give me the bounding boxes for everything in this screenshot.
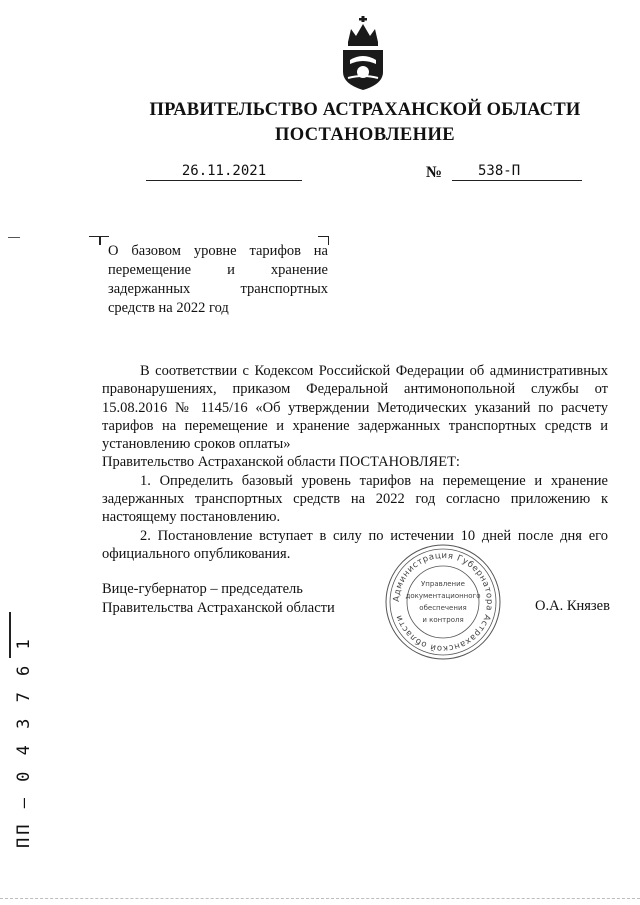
- stamp-inner-line: обеспечения: [419, 604, 467, 612]
- registration-number: ПП – 0 4 3 7 6 1: [14, 636, 34, 848]
- coat-of-arms-emblem: [338, 16, 388, 92]
- document-type: ПОСТАНОВЛЕНИЕ: [274, 125, 455, 145]
- subject-bracket-left: [89, 236, 100, 245]
- signatory-title: [102, 580, 372, 618]
- signatory-title-line: Правительства Астраханской области: [102, 600, 335, 616]
- document-body: [102, 362, 608, 563]
- resolves-line: Правительство Астраханской области ПОСТАНОВЛЯЕТ:: [102, 454, 460, 471]
- signatory-title-line: Вице-губернатор – председатель: [102, 581, 303, 597]
- signatory-name: О.А. Князев: [535, 598, 610, 614]
- number-underline: [452, 180, 582, 181]
- stamp-outer-text: Администрация Губернатора Астраханской области: [391, 550, 495, 654]
- margin-dash: [8, 237, 20, 238]
- date-underline: [146, 180, 302, 181]
- resolution-item: 2. Постановление вступает в силу по истечении 10 дней после дня его официального опубликования.: [102, 527, 608, 562]
- official-stamp: [383, 542, 503, 662]
- organization-title: ПРАВИТЕЛЬСТВО АСТРАХАНСКОЙ ОБЛАСТИ: [149, 100, 581, 120]
- preamble-paragraph: В соответствии с Кодексом Российской Федерации об административных правонарушениях, приказом Федеральной антимонопольной службы от 15.08.2016 № 1145/16 «Об утверждении Методических указаний по расчету тарифов на перемещение и хранение задержанных транспортных средств и установлению сроков оплаты»: [102, 363, 608, 453]
- resolution-item: 1. Определить базовый уровень тарифов на перемещение и хранение задержанных транспортных средств на 2022 год согласно приложению к настоящему постановлению.: [102, 472, 608, 526]
- margin-mark: [9, 612, 11, 658]
- document-subject: О базовом уровне тарифов на перемещение и хранение задержанных транспортных средств на 2022 год: [108, 243, 328, 316]
- stamp-inner-line: документационного: [405, 592, 481, 600]
- document-number: 538-П: [478, 163, 521, 179]
- number-sign: №: [426, 164, 443, 181]
- bottom-cut-line: [0, 898, 640, 900]
- stamp-inner-line: и контроля: [422, 616, 464, 624]
- document-date: 26.11.2021: [181, 163, 267, 179]
- stamp-inner-line: Управление: [421, 580, 465, 588]
